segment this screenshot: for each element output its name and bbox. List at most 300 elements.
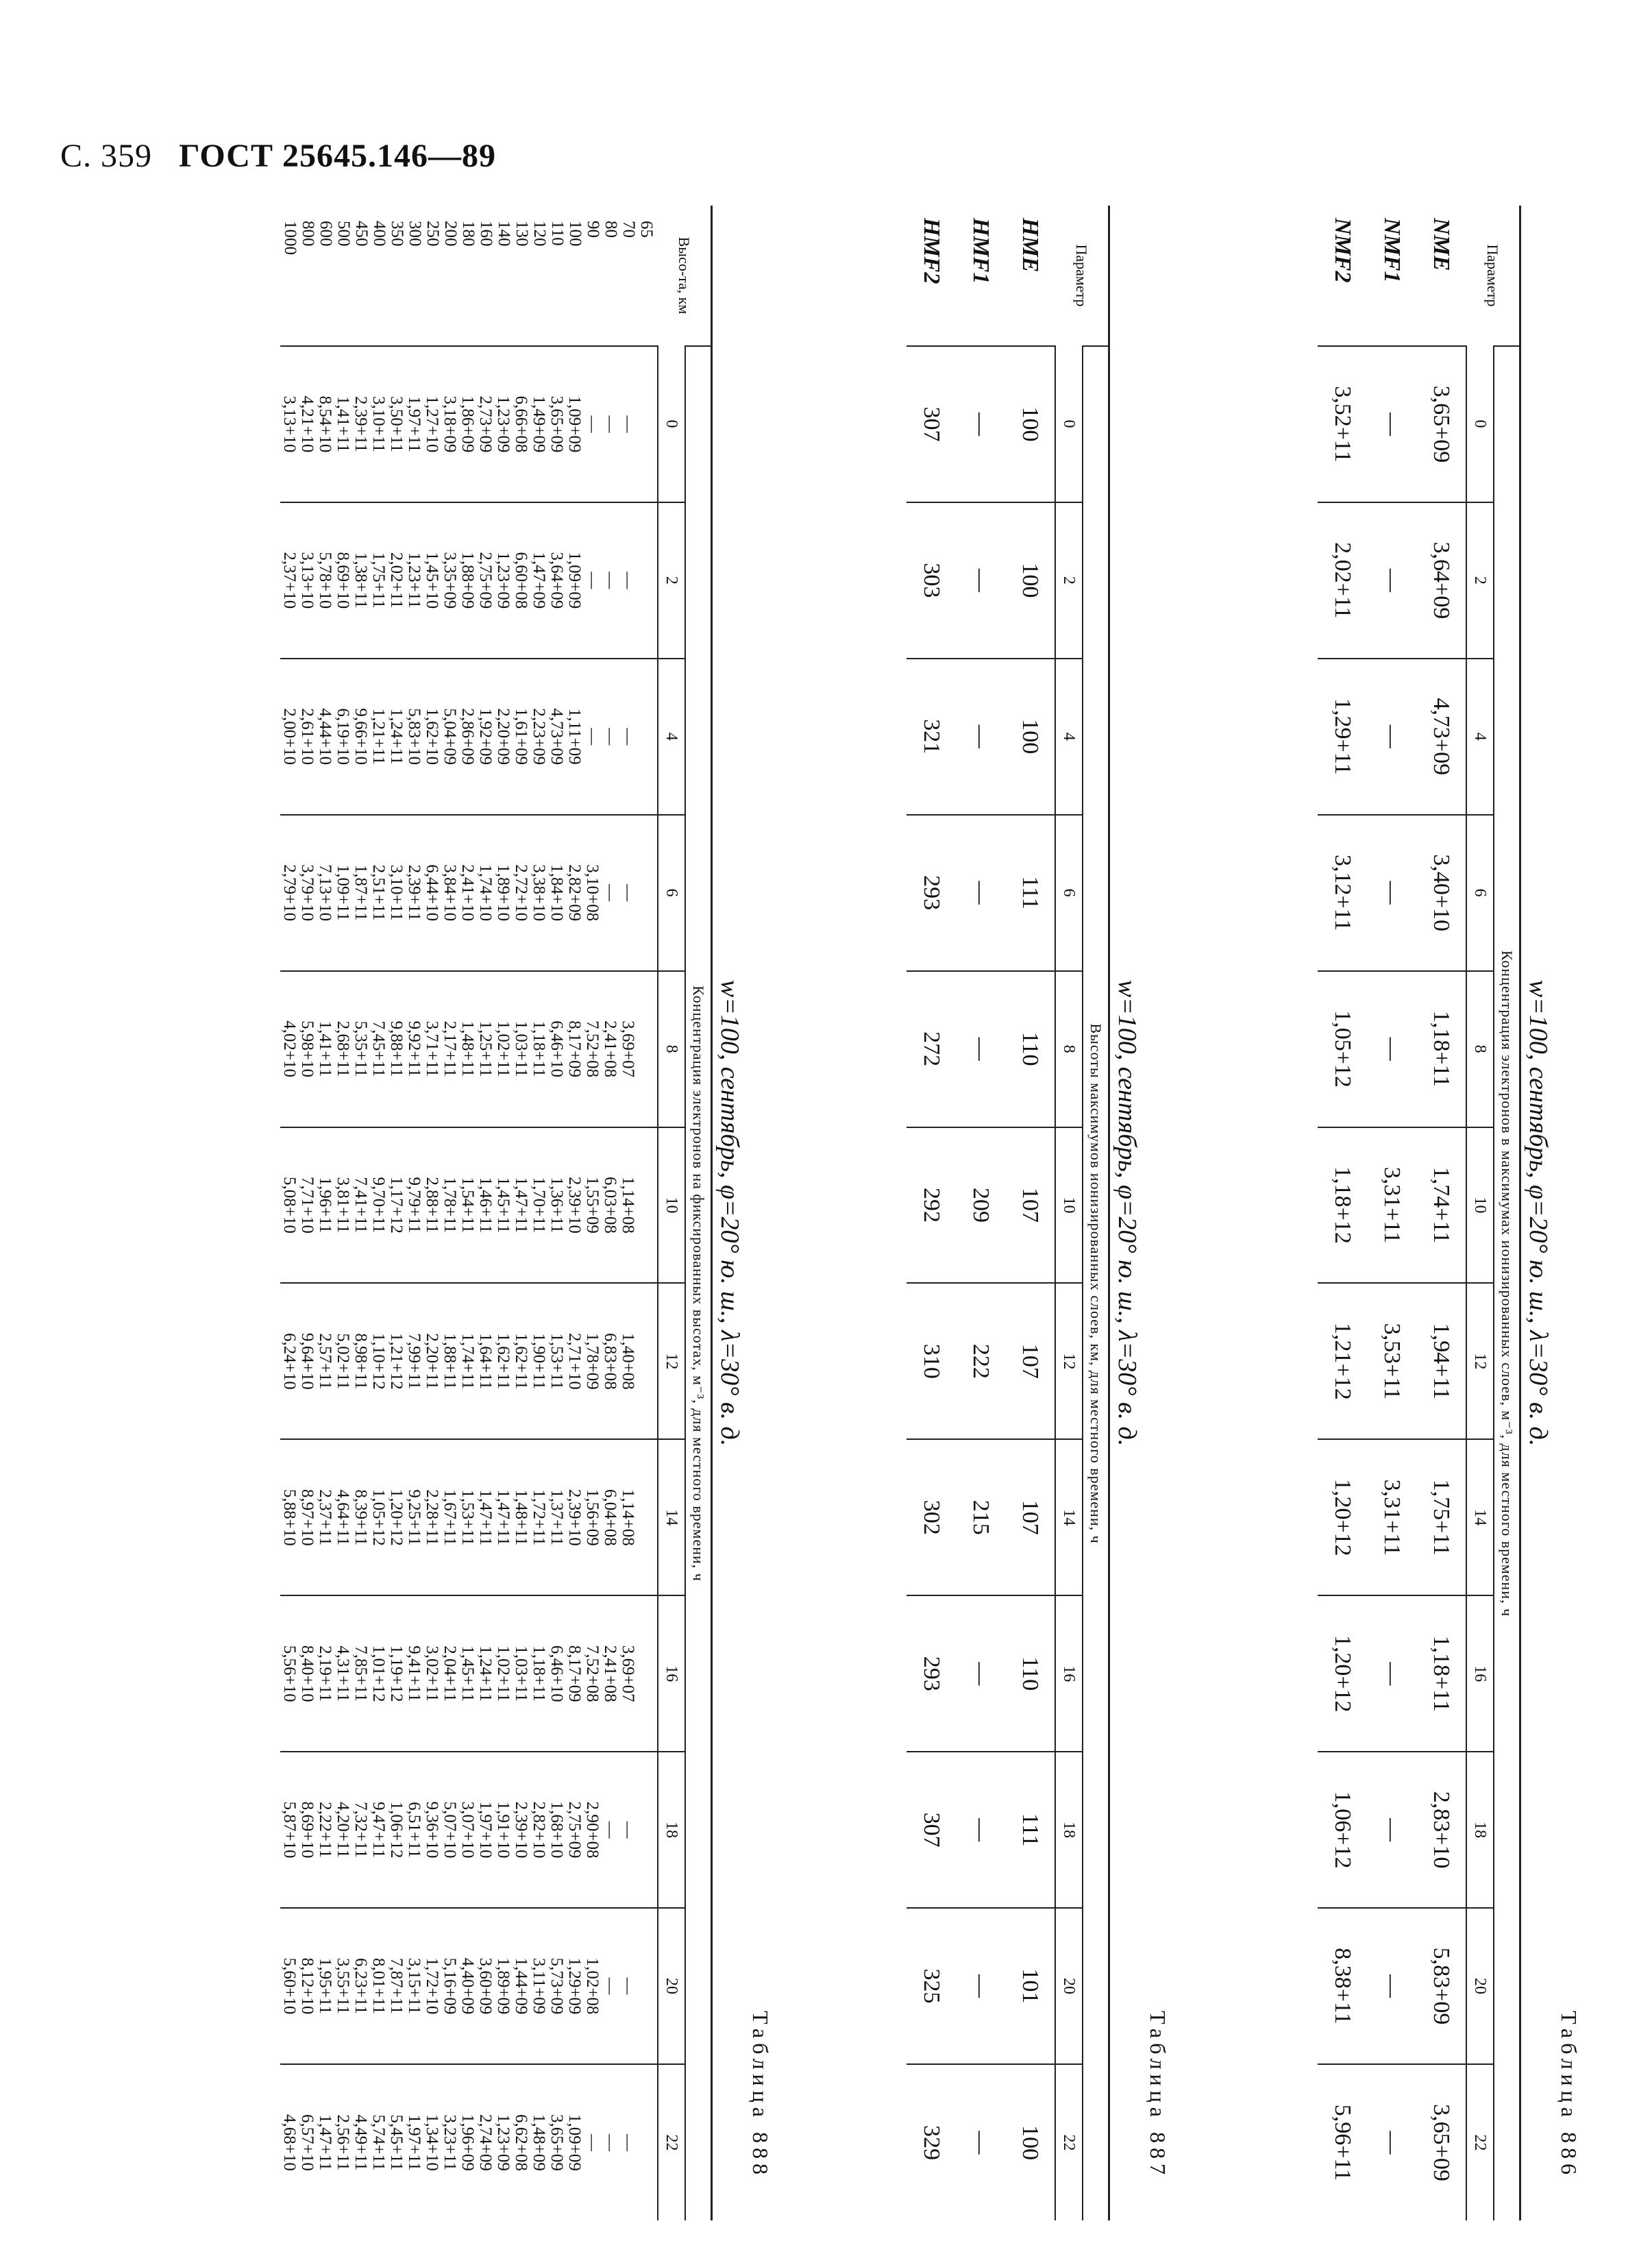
table-cell: 1,88+09 xyxy=(458,552,477,609)
table-cell: 3,02+11 xyxy=(423,1645,441,1702)
table-cell: 6,46+10 xyxy=(547,1020,566,1077)
table-label: Таблица 888 xyxy=(748,2011,773,2179)
hour-column xyxy=(280,502,658,659)
table-cell: 9,66+10 xyxy=(352,708,370,765)
hour-column xyxy=(280,2064,658,2220)
table-cell: 3,10+11 xyxy=(369,395,388,452)
table-cell: 9,36+10 xyxy=(423,1801,441,1859)
table-cell: — xyxy=(583,415,602,433)
blank-cell xyxy=(637,1132,654,1279)
table-cell: 110 xyxy=(1005,971,1055,1127)
hour-header: 4 xyxy=(658,659,685,815)
table-cell: 1,61+09 xyxy=(512,708,530,765)
table-cell: 2,39+11 xyxy=(352,395,370,452)
blank-cell xyxy=(637,507,654,654)
table-cell: 6,66+08 xyxy=(512,395,530,453)
rotated-tables xyxy=(96,206,1581,2220)
table-cell: 1,62+10 xyxy=(423,708,441,765)
table-cell: 2,57+11 xyxy=(316,1333,334,1390)
altitude-value: 500 xyxy=(334,221,353,247)
span-header: Концентрация электронов в максимумах ионизированных слоев, м⁻³, для местного времени, ч xyxy=(1494,346,1520,2220)
table-cell: 2,68+11 xyxy=(334,1020,352,1077)
table-cell: 1,38+11 xyxy=(352,552,370,609)
table-row xyxy=(280,206,658,2220)
table-cell: 4,20+11 xyxy=(334,1802,352,1859)
table-cell: 1,21+11 xyxy=(369,708,388,765)
table-cell: 1,91+10 xyxy=(494,1801,513,1859)
table-row xyxy=(1005,206,1055,2220)
table-cell: — xyxy=(956,346,1005,502)
table-cell: 307 xyxy=(907,1752,956,1908)
table-cell: — xyxy=(956,2064,1005,2220)
table-cell: 5,96+11 xyxy=(1318,2064,1367,2220)
altitude-value: 250 xyxy=(423,221,442,247)
table-cell: 1,01+12 xyxy=(369,1645,388,1702)
table-cell: 2,19+11 xyxy=(316,1645,334,1702)
table-row xyxy=(1318,206,1367,2220)
table-cell: 1,20+12 xyxy=(1318,1595,1367,1752)
table-cell: 4,31+11 xyxy=(334,1645,352,1702)
table-cell: 110 xyxy=(1005,1595,1055,1752)
table-cell: — xyxy=(1367,659,1416,815)
table-cell: — xyxy=(1367,2064,1416,2220)
table-cell: 1,89+09 xyxy=(494,1957,513,2015)
table-cell: 1,36+11 xyxy=(547,1177,566,1234)
table-cell: 2,39+10 xyxy=(565,1177,584,1234)
table-cell: 222 xyxy=(956,1283,1005,1439)
table-cell: 5,08+10 xyxy=(280,1177,299,1234)
table-cell: 9,79+11 xyxy=(405,1177,423,1234)
table-cell: 1,18+12 xyxy=(1318,1127,1367,1284)
table-cell: 2,02+11 xyxy=(387,552,406,609)
table-cell: 1,97+11 xyxy=(405,2114,423,2171)
table-cell: 1,34+10 xyxy=(423,2114,441,2171)
hour-header: 0 xyxy=(658,346,685,502)
table-cell: 1,45+11 xyxy=(458,1645,477,1702)
table-cell: 2,82+09 xyxy=(565,864,584,922)
table-cell: 1,25+11 xyxy=(476,1020,495,1077)
hours-row xyxy=(658,206,685,2220)
blank-cell xyxy=(637,351,654,498)
table-cell: — xyxy=(619,1977,637,1995)
page-header xyxy=(60,137,496,175)
table-cell: 7,71+10 xyxy=(298,1177,317,1234)
table-cell: 6,46+10 xyxy=(547,1645,566,1702)
table-cell: 5,83+10 xyxy=(405,708,423,765)
table-cell: 7,52+08 xyxy=(583,1645,602,1702)
table-cell: — xyxy=(956,815,1005,971)
table-cell: 8,69+10 xyxy=(298,1801,317,1859)
table-cell: 2,17+11 xyxy=(441,1020,459,1077)
table-cell: 1,67+11 xyxy=(441,1489,459,1546)
table-cell: 1,92+09 xyxy=(476,708,495,765)
table-cell: 3,11+09 xyxy=(530,1958,548,2014)
table-cell: 5,45+11 xyxy=(387,2114,406,2171)
table-cell: 1,74+10 xyxy=(476,864,495,922)
hour-column xyxy=(280,971,658,1127)
table-cell: 5,98+10 xyxy=(298,1020,317,1077)
table-cell: 1,21+12 xyxy=(1318,1283,1367,1439)
table-cell: 1,23+09 xyxy=(494,2114,513,2171)
table-cell: 4,64+11 xyxy=(334,1489,352,1546)
table-cell: 1,90+11 xyxy=(530,1333,548,1390)
blank-cell xyxy=(637,1600,654,1747)
table-cell: 2,41+10 xyxy=(458,864,477,922)
hour-column xyxy=(280,1908,658,2064)
table-cell: 302 xyxy=(907,1439,956,1595)
table-cell: 1,09+11 xyxy=(334,864,352,921)
table-title: w=100, сентябрь, φ=20° ю. ш., λ=30° в. д. xyxy=(1524,979,1553,1447)
table-886 xyxy=(1318,206,1581,2220)
hour-header: 4 xyxy=(1055,659,1083,815)
table-cell: 3,31+11 xyxy=(1367,1439,1416,1595)
table-cell: 9,92+11 xyxy=(405,1020,423,1077)
table-cell: 1,48+11 xyxy=(458,1020,477,1077)
altitude-value: 600 xyxy=(317,221,335,247)
table-cell: 4,73+09 xyxy=(1416,659,1466,815)
table-cell: 6,60+08 xyxy=(512,552,530,609)
table-cell: 2,39+11 xyxy=(405,864,423,921)
table-label: Таблица 886 xyxy=(1557,2011,1581,2179)
table-cell: 1,18+11 xyxy=(1416,971,1466,1127)
table-cell: 3,38+10 xyxy=(530,864,548,922)
altitude-value: 120 xyxy=(530,221,549,247)
table-cell: — xyxy=(1367,971,1416,1127)
table-cell: 307 xyxy=(907,346,956,502)
table-cell: 1,14+08 xyxy=(619,1177,637,1234)
span-header: Концентрация электронов на фиксированных высотах, м⁻³, для местного времени, ч xyxy=(685,346,712,2220)
table-cell: — xyxy=(956,971,1005,1127)
table-cell: 1,10+12 xyxy=(369,1332,388,1390)
table-cell: 2,39+10 xyxy=(512,1801,530,1859)
table-cell: 7,41+11 xyxy=(352,1177,370,1234)
table-cell: — xyxy=(583,572,602,589)
altitude-value: 90 xyxy=(584,221,602,238)
hour-header: 18 xyxy=(1466,1752,1494,1908)
table-cell: 2,88+11 xyxy=(423,1177,441,1234)
table-cell: 3,65+09 xyxy=(1416,2064,1466,2220)
hour-column xyxy=(280,1595,658,1752)
table-row xyxy=(1367,206,1416,2220)
table-cell: 3,23+11 xyxy=(441,2114,459,2171)
table-cell: 9,70+11 xyxy=(369,1177,388,1234)
hour-header: 20 xyxy=(1055,1908,1083,2064)
table-cell: 9,88+11 xyxy=(387,1020,406,1077)
table-cell: 3,81+11 xyxy=(334,1177,352,1234)
table-cell: 1,53+11 xyxy=(547,1333,566,1390)
table-cell: 4,40+09 xyxy=(458,1957,477,2015)
table-cell: 3,65+09 xyxy=(1416,346,1466,502)
hour-column xyxy=(280,346,658,502)
table-cell: 2,90+08 xyxy=(583,1801,602,1859)
table-cell: 8,12+10 xyxy=(298,1957,317,2015)
table-cell: 6,04+08 xyxy=(601,1489,619,1546)
table-cell: — xyxy=(956,502,1005,659)
table-cell: 8,69+10 xyxy=(334,552,352,609)
table-cell: 2,28+11 xyxy=(423,1489,441,1546)
span-header: Высоты максимумов ионизированных слоев, км, для местного времени, ч xyxy=(1083,346,1109,2220)
table-cell: 100 xyxy=(1005,659,1055,815)
table-cell: 1,29+11 xyxy=(1318,659,1367,815)
table-cell: 1,64+11 xyxy=(476,1333,495,1390)
table-cell: 1,75+11 xyxy=(369,552,388,609)
table-cell: 1,44+09 xyxy=(512,1957,530,2015)
table-cell: 2,37+10 xyxy=(280,552,299,609)
altitude-value: 110 xyxy=(548,221,567,246)
table-cell: 5,02+11 xyxy=(334,1333,352,1390)
hour-header: 6 xyxy=(1466,815,1494,971)
table-body xyxy=(280,206,658,2220)
table-cell: — xyxy=(601,1821,619,1839)
table-cell: 3,10+11 xyxy=(387,864,406,921)
table-cell: 1,19+12 xyxy=(387,1645,406,1702)
table-cell: — xyxy=(619,572,637,589)
altitude-value: 1000 xyxy=(281,221,299,255)
table-cell: 100 xyxy=(1005,502,1055,659)
table-cell: 6,24+10 xyxy=(280,1332,299,1390)
table-cell: 8,17+09 xyxy=(565,1645,584,1702)
table-cell: 2,75+09 xyxy=(476,552,495,609)
table-row xyxy=(956,206,1005,2220)
param-name: HMF1 xyxy=(968,218,994,284)
table-cell: 9,47+11 xyxy=(369,1802,388,1859)
hour-header: 0 xyxy=(1055,346,1083,502)
table-cell: 7,45+11 xyxy=(369,1020,388,1077)
altitude-value: 70 xyxy=(619,221,638,238)
blank-cell xyxy=(637,1444,654,1591)
hour-header: 2 xyxy=(1466,502,1494,659)
table-cell: 1,84+10 xyxy=(547,864,566,922)
table-cell: — xyxy=(956,1595,1005,1752)
table-cell: 6,62+08 xyxy=(512,2114,530,2171)
altitude-header: Высо-та, км xyxy=(676,236,693,315)
table-cell: 1,70+11 xyxy=(530,1177,548,1234)
altitude-column xyxy=(280,206,658,346)
hour-header: 10 xyxy=(1466,1127,1494,1284)
table-cell: 9,25+11 xyxy=(405,1489,423,1546)
table-cell: 1,75+11 xyxy=(1416,1439,1466,1595)
table-cell: 1,74+11 xyxy=(458,1333,477,1390)
table-cell: 2,22+11 xyxy=(316,1802,334,1859)
table-cell: 1,97+11 xyxy=(405,395,423,452)
table-cell: 2,75+09 xyxy=(565,1801,584,1859)
hours-row xyxy=(1055,206,1083,2220)
param-name: NMF2 xyxy=(1330,218,1355,283)
table-cell: 209 xyxy=(956,1127,1005,1284)
table-cell: 3,65+09 xyxy=(547,2114,566,2171)
table-cell: 293 xyxy=(907,815,956,971)
table-cell: 2,73+09 xyxy=(476,395,495,453)
table-cell: 1,53+11 xyxy=(458,1489,477,1546)
table-cell: 1,18+11 xyxy=(530,1645,548,1702)
hour-header: 16 xyxy=(1466,1595,1494,1752)
table-row xyxy=(907,206,956,2220)
table-cell: 5,78+10 xyxy=(316,552,334,609)
blank-cell xyxy=(637,1756,654,1903)
table-cell: 7,99+11 xyxy=(405,1333,423,1390)
blank-cell xyxy=(637,1288,654,1434)
table-cell: 4,68+10 xyxy=(280,2114,299,2171)
hour-header: 2 xyxy=(1055,502,1083,659)
hour-header: 22 xyxy=(1055,2064,1083,2220)
table-cell: 1,41+11 xyxy=(316,1020,334,1077)
table-cell: 9,64+10 xyxy=(298,1332,317,1390)
param-header: Параметр xyxy=(1484,244,1502,307)
table-cell: 1,96+09 xyxy=(458,2114,477,2171)
table-cell: 1,21+12 xyxy=(387,1332,406,1390)
table-cell: 4,49+11 xyxy=(352,2114,370,2171)
altitude-value: 300 xyxy=(406,221,424,247)
table-cell: 8,97+10 xyxy=(298,1489,317,1546)
hour-header: 22 xyxy=(1466,2064,1494,2220)
table-cell: 1,37+11 xyxy=(547,1489,566,1546)
table-body xyxy=(907,206,1055,2220)
table-cell: 1,55+09 xyxy=(583,1177,602,1234)
table-title: w=100, сентябрь, φ=20° ю. ш., λ=30° в. д. xyxy=(1113,979,1142,1447)
table-cell: 1,89+10 xyxy=(494,864,513,922)
page-number: С. 359 xyxy=(60,138,153,174)
table-cell: 5,07+10 xyxy=(441,1801,459,1859)
table-cell: 8,54+10 xyxy=(316,395,334,453)
table-cell: 2,20+11 xyxy=(423,1333,441,1390)
table-cell: 8,01+11 xyxy=(369,1958,388,2014)
table-cell: 9,41+11 xyxy=(405,1645,423,1702)
altitude-value: 130 xyxy=(513,221,531,247)
table-cell: 111 xyxy=(1005,1752,1055,1908)
table-cell: 1,02+11 xyxy=(494,1020,513,1077)
table-cell: — xyxy=(1367,1595,1416,1752)
table-cell: 2,20+09 xyxy=(494,708,513,765)
table-cell: 1,09+09 xyxy=(565,552,584,609)
table-cell: 293 xyxy=(907,1595,956,1752)
table-cell: 100 xyxy=(1005,346,1055,502)
hour-column xyxy=(280,1439,658,1595)
table-cell: 3,18+09 xyxy=(441,395,459,453)
table-cell: — xyxy=(1367,1908,1416,2064)
table-label: Таблица 887 xyxy=(1146,2011,1170,2179)
table-cell: 1,45+11 xyxy=(494,1177,513,1234)
table-cell: 1,78+09 xyxy=(583,1332,602,1390)
table-cell: 3,15+11 xyxy=(405,1958,423,2014)
hour-header: 18 xyxy=(658,1752,685,1908)
hour-column xyxy=(280,1127,658,1284)
table-cell: 3,13+10 xyxy=(280,395,299,453)
table-cell: 5,60+10 xyxy=(280,1957,299,2015)
hour-header: 20 xyxy=(1466,1908,1494,2064)
table-cell: 7,13+10 xyxy=(316,864,334,922)
table-cell: 2,23+09 xyxy=(530,708,548,765)
table-cell: 2,00+10 xyxy=(280,708,299,765)
table-cell: 1,03+11 xyxy=(512,1645,530,1702)
table-cell: 3,07+10 xyxy=(458,1801,477,1859)
blank-cell xyxy=(637,2069,654,2216)
table-cell: 1,41+11 xyxy=(334,395,352,452)
table-cell: 1,62+11 xyxy=(494,1333,513,1390)
table-cell: 107 xyxy=(1005,1127,1055,1284)
table-cell: 5,35+11 xyxy=(352,1020,370,1077)
table-cell: 1,18+11 xyxy=(1416,1595,1466,1752)
table-cell: 7,87+11 xyxy=(387,1958,406,2014)
table-cell: — xyxy=(601,2133,619,2151)
table-cell: — xyxy=(956,1908,1005,2064)
table-cell: 3,69+07 xyxy=(619,1645,637,1702)
table-cell: — xyxy=(601,572,619,589)
table-cell: 5,88+10 xyxy=(280,1489,299,1546)
table-cell: 1,23+09 xyxy=(494,395,513,453)
table-cell: 3,52+11 xyxy=(1318,346,1367,502)
altitude-value: 400 xyxy=(370,221,389,247)
table-cell: 215 xyxy=(956,1439,1005,1595)
table-cell: 303 xyxy=(907,502,956,659)
table-cell: 1,06+12 xyxy=(387,1801,406,1859)
table-cell: 7,52+08 xyxy=(583,1020,602,1077)
table-cell: 1,18+11 xyxy=(530,1020,548,1077)
hour-header: 18 xyxy=(1055,1752,1083,1908)
table-cell: 1,86+09 xyxy=(458,395,477,453)
table-cell: 1,23+11 xyxy=(405,552,423,609)
table-cell: 3,12+11 xyxy=(1318,815,1367,971)
table-cell: — xyxy=(1367,346,1416,502)
blank-cell xyxy=(637,976,654,1123)
blank-cell xyxy=(637,1913,654,2059)
table-cell: — xyxy=(619,884,637,902)
table-cell: 1,54+11 xyxy=(458,1177,477,1234)
table-cell: 8,39+11 xyxy=(352,1489,370,1546)
param-name: NMF1 xyxy=(1379,218,1405,283)
blank-cell xyxy=(637,663,654,810)
table-cell: 1,47+11 xyxy=(476,1489,495,1546)
table-cell: 1,94+11 xyxy=(1416,1283,1466,1439)
table-cell: — xyxy=(1367,1752,1416,1908)
hour-column xyxy=(280,659,658,815)
table-cell: 3,40+10 xyxy=(1416,815,1466,971)
table-cell: 1,17+12 xyxy=(387,1177,406,1234)
hour-header: 14 xyxy=(658,1439,685,1595)
table-cell: 2,61+10 xyxy=(298,708,317,765)
table-cell: 6,83+08 xyxy=(601,1332,619,1390)
table-cell: 1,62+11 xyxy=(512,1333,530,1390)
table-cell: 1,78+11 xyxy=(441,1177,459,1234)
table-cell: 5,56+10 xyxy=(280,1645,299,1702)
hour-header: 6 xyxy=(1055,815,1083,971)
table-cell: 6,57+10 xyxy=(298,2114,317,2171)
table-cell: 2,39+10 xyxy=(565,1489,584,1546)
table-cell: — xyxy=(601,415,619,433)
table-cell: 3,65+09 xyxy=(547,395,566,453)
table-row xyxy=(1416,206,1466,2220)
table-cell: 5,83+09 xyxy=(1416,1908,1466,2064)
table-cell: 2,71+10 xyxy=(565,1332,584,1390)
table-cell: 107 xyxy=(1005,1283,1055,1439)
table-cell: 1,45+10 xyxy=(423,552,441,609)
table-cell: 1,09+09 xyxy=(565,395,584,453)
table-cell: 111 xyxy=(1005,815,1055,971)
table-cell: — xyxy=(619,2133,637,2151)
hour-header: 10 xyxy=(1055,1127,1083,1284)
param-header: Параметр xyxy=(1073,244,1091,307)
hour-header: 12 xyxy=(658,1283,685,1439)
table-cell: — xyxy=(619,728,637,746)
hour-header: 14 xyxy=(1466,1439,1494,1595)
hour-header: 4 xyxy=(1466,659,1494,815)
altitude-value: 100 xyxy=(566,221,584,247)
table-cell: 6,51+11 xyxy=(405,1802,423,1859)
table-cell: 3,79+10 xyxy=(298,864,317,922)
blank-cell xyxy=(637,820,654,966)
table-cell: 3,31+11 xyxy=(1367,1127,1416,1284)
table-cell: 1,96+11 xyxy=(316,1177,334,1234)
table-cell: 8,98+11 xyxy=(352,1333,370,1390)
